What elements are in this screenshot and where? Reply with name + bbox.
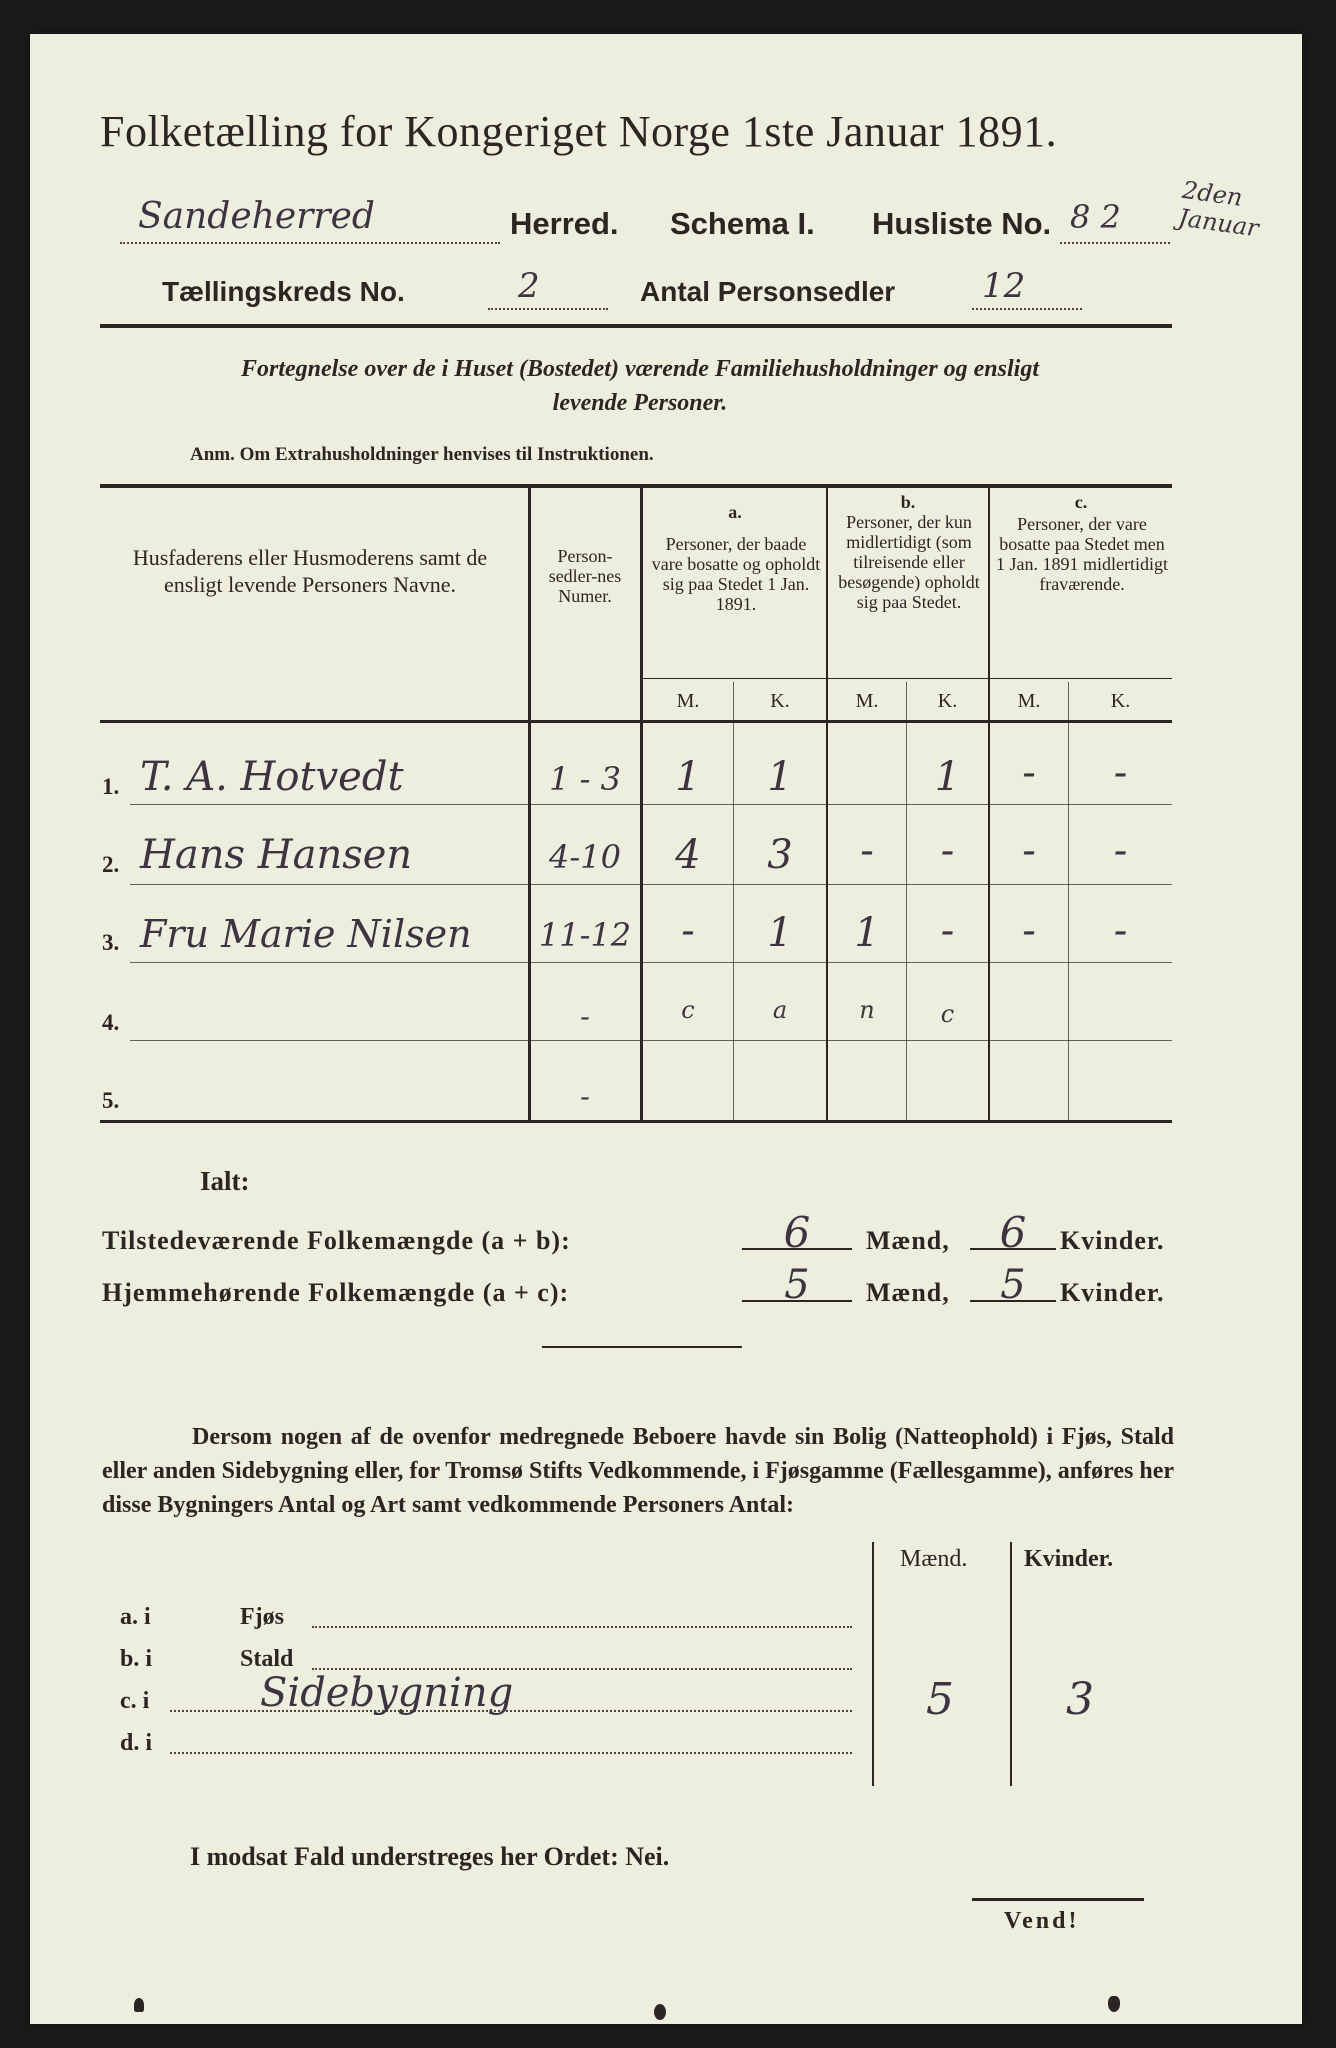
b-m-header: M. (855, 690, 879, 712)
ink-mark (1108, 1996, 1120, 2012)
row-number: 5. (102, 1088, 120, 1113)
row-name: Hans Hansen (140, 832, 413, 878)
b-k-value: - (940, 908, 955, 954)
b-k-header: K. (937, 690, 958, 712)
personsedler-value: 12 (982, 266, 1026, 306)
ink-mark (654, 2004, 666, 2020)
building-c-text: Sidebygning (260, 1670, 514, 1716)
section-divider (542, 1346, 742, 1348)
anm-note: Anm. Om Extrahusholdninger henvises til Instruktionen. (190, 444, 654, 465)
husliste-value: 8 2 (1070, 198, 1121, 236)
building-b-label: b. i (120, 1646, 153, 1672)
tilstede-m-value: 6 (783, 1208, 811, 1257)
row-num: 11-12 (538, 916, 632, 954)
building-c-m-value: 5 (926, 1674, 954, 1725)
kreds-label: Tællingskreds No. (162, 276, 405, 307)
building-d-line (170, 1752, 852, 1754)
building-a-line (312, 1626, 852, 1628)
table-bottom-rule (100, 1120, 1172, 1123)
kvinder-label: Kvinder. (1060, 1278, 1165, 1307)
building-b-text: Stald (240, 1646, 294, 1672)
husliste-label: Husliste No. (872, 206, 1052, 241)
row-line (550, 804, 1172, 805)
tilstede-label: Tilstedeværende Folkemængde (a + b): (102, 1226, 571, 1255)
col-name-header: Husfaderens eller Husmoderens samt de ensligt levende Personers Navne. (132, 545, 488, 597)
col-a-header: Personer, der baade vare bosatte og opholdt sig paa Stedet 1 Jan. 1891. (651, 534, 821, 614)
subtitle-line2: levende Personer. (552, 390, 728, 416)
b-k-value: 1 (934, 754, 961, 800)
a-k-value: 1 (767, 754, 793, 800)
schema-label: Schema I. (670, 206, 815, 241)
census-form-page (30, 34, 1302, 2024)
husliste-field (1060, 198, 1170, 244)
row-number: 2. (102, 852, 120, 877)
row-line (550, 884, 1172, 885)
a-k-header: K. (770, 690, 790, 712)
row-number: 4. (102, 1010, 120, 1035)
row-line (550, 1040, 1172, 1041)
col-divider-mk (906, 682, 907, 1120)
c-m-value: - (1022, 750, 1036, 796)
maend-label: Mænd, (866, 1278, 950, 1307)
a-m-value: - (681, 908, 695, 954)
col-c-letter: c. (1074, 492, 1088, 512)
row-line (130, 1040, 550, 1041)
buildings-col-divider (872, 1542, 874, 1786)
a-k-value: 1 (767, 910, 793, 956)
buildings-paragraph: Dersom nogen af de ovenfor medregnede Beboere havde sin Bolig (Natteophold) i Fjøs, Stald eller anden Sidebygning eller, for Tromsø Stifts Vedkommende, i Fjøsgamme (Fællesgamme), anføres her disse Bygningers Antal og Art samt vedkommende Personers Antal: (102, 1424, 1174, 1518)
building-a-text: Fjøs (240, 1604, 284, 1630)
row-number: 1. (102, 774, 120, 799)
c-m-value: - (1022, 908, 1036, 954)
row-num: - (580, 1080, 590, 1113)
subtitle-line1: Fortegnelse over de i Huset (Bostedet) værende Familiehusholdninger og ensligt (241, 356, 1039, 382)
b-m-value: n (859, 996, 875, 1024)
row-number: 3. (102, 930, 120, 955)
ink-mark (134, 1998, 144, 2012)
col-b-header: Personer, der kun midlertidigt (som tilreisende eller besøgende) opholdt sig paa Stedet. (838, 512, 980, 612)
herred-value: Sandeherred (138, 196, 375, 237)
maend-label: Mænd, (866, 1226, 950, 1255)
hjemme-m-value: 5 (784, 1262, 810, 1308)
building-c-k-value: 3 (1066, 1674, 1094, 1725)
b-k-value: c (940, 1000, 955, 1028)
personsedler-field (972, 266, 1082, 310)
a-m-value: 4 (675, 832, 701, 878)
row-num: - (580, 1000, 590, 1033)
row-name: T. A. Hotvedt (140, 754, 404, 800)
c-m-header: M. (1017, 690, 1041, 712)
herred-field (120, 194, 500, 244)
c-k-value: - (1113, 828, 1128, 874)
vend-label: Vend! (1004, 1908, 1080, 1934)
row-name: Fru Marie Nilsen (140, 912, 472, 956)
buildings-kvinder-header: Kvinder. (1024, 1546, 1114, 1572)
a-m-value: c (681, 996, 695, 1024)
c-k-value: - (1113, 750, 1128, 796)
col-num-header: Person-sedler-nes Numer. (548, 546, 622, 606)
building-d-label: d. i (120, 1730, 153, 1756)
b-m-value: 1 (854, 910, 880, 956)
row-line (130, 962, 550, 963)
col-divider-mk (1068, 682, 1069, 1120)
c-k-header: K. (1110, 690, 1131, 712)
nei-note: I modsat Fald understreges her Ordet: Nei. (190, 1842, 670, 1871)
building-c-label: c. i (120, 1688, 150, 1714)
a-k-value: a (772, 996, 788, 1024)
form-title: Folketælling for Kongeriget Norge 1ste Januar 1891. (100, 107, 1058, 156)
ialt-label: Ialt: (200, 1166, 250, 1196)
personsedler-label: Antal Personsedler (640, 276, 896, 307)
col-b-letter: b. (900, 492, 916, 512)
buildings-maend-header: Mænd. (900, 1546, 968, 1572)
header-rule (100, 324, 1172, 328)
col-a-letter: a. (728, 502, 742, 522)
a-k-value: 3 (767, 832, 793, 878)
row-num: 4-10 (549, 838, 621, 876)
col-divider-mk (733, 682, 734, 1120)
herred-label: Herred. (510, 206, 619, 241)
row-line (550, 962, 1172, 963)
hjemme-label: Hjemmehørende Folkemængde (a + c): (102, 1278, 570, 1307)
col-c-header: Personer, der vare bosatte paa Stedet men 1 Jan. 1891 midlertidigt fraværende. (996, 514, 1168, 594)
mk-header-rule (643, 678, 1172, 679)
hjemme-k-value: 5 (1000, 1262, 1026, 1308)
building-a-label: a. i (120, 1604, 151, 1630)
a-m-value: 1 (675, 754, 701, 800)
vend-rule (972, 1898, 1144, 1901)
b-m-value: - (860, 828, 874, 874)
buildings-col-divider (1010, 1542, 1012, 1786)
tilstede-k-value: 6 (999, 1208, 1027, 1257)
kreds-field (488, 266, 608, 310)
row-num: 1 - 3 (549, 760, 621, 798)
b-k-value: - (940, 828, 955, 874)
date-note: 2den Januar (1176, 175, 1261, 243)
a-m-header: M. (676, 690, 700, 712)
kvinder-label: Kvinder. (1060, 1226, 1165, 1255)
kreds-value: 2 (518, 266, 540, 306)
row-line (130, 884, 550, 885)
c-m-value: - (1022, 828, 1036, 874)
table-top-rule (100, 484, 1172, 488)
table-head-rule (100, 720, 1172, 723)
c-k-value: - (1113, 908, 1128, 954)
row-line (130, 804, 550, 805)
